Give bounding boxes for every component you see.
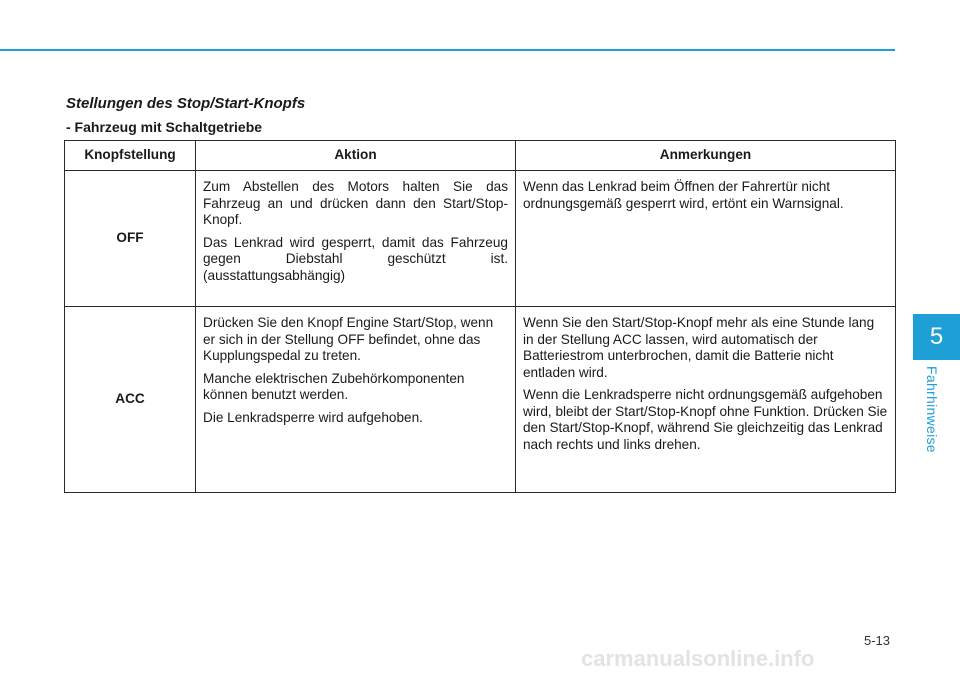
- action-text: Drücken Sie den Knopf Engine Start/Stop, wenn er sich in der Stellung OFF befindet, ohne das Kupplungspedal zu treten.: [203, 315, 494, 363]
- action-text: Manche elektrischen Zubehörkomponenten können benutzt werden.: [203, 370, 465, 402]
- chapter-tab: [913, 314, 960, 360]
- header-notes: Anmerkungen: [516, 141, 896, 171]
- header-rule: [0, 49, 895, 51]
- position-cell: OFF: [65, 171, 196, 307]
- button-position-table: [64, 140, 896, 493]
- table-row: [65, 307, 896, 493]
- notes-text: Wenn Sie den Start/Stop-Knopf mehr als eine Stunde lang in der Stellung ACC lassen, wird automatisch der Batteriestrom unterbrochen, damit die Batterie nicht entladen wird.: [523, 315, 875, 380]
- header-position: Knopfstellung: [65, 141, 196, 171]
- subsection-title: - Fahrzeug mit Schaltgetriebe: [66, 119, 263, 135]
- section-title: Stellungen des Stop/Start-Knopfs: [66, 95, 306, 112]
- action-cell: [196, 171, 516, 307]
- chapter-number: 5: [929, 323, 944, 350]
- action-text: Die Lenkradsperre wird aufgehoben.: [203, 409, 423, 425]
- action-text: Das Lenkrad wird gesperrt, damit das Fahrzeug gegen Diebstahl geschützt ist. (ausstattungsabhängig): [203, 234, 508, 283]
- watermark: carmanualsonline.info: [581, 646, 815, 671]
- notes-cell: [516, 307, 896, 493]
- notes-text: Wenn die Lenkradsperre nicht ordnungsgemäß aufgehoben wird, bleibt der Start/Stop-Knopf ohne Funktion. Drücken Sie den Start/Stop-Knopf, während Sie gleichzeitig das Lenkrad nach rechts und links drehen.: [523, 387, 888, 452]
- header-action: Aktion: [196, 141, 516, 171]
- page-number: 5-13: [864, 633, 891, 648]
- table-row: [65, 171, 896, 307]
- chapter-label: Fahrhinweise: [924, 366, 940, 453]
- action-text: Zum Abstellen des Motors halten Sie das Fahrzeug an und drücken dann den Start/Stop-Knopf.: [203, 179, 508, 227]
- action-cell: [196, 307, 516, 493]
- table-header-row: [65, 141, 896, 171]
- notes-cell: [516, 171, 896, 307]
- notes-text: Wenn das Lenkrad beim Öffnen der Fahrertür nicht ordnungsgemäß gesperrt wird, ertönt ein Warnsignal.: [523, 179, 844, 211]
- position-cell: ACC: [65, 307, 196, 493]
